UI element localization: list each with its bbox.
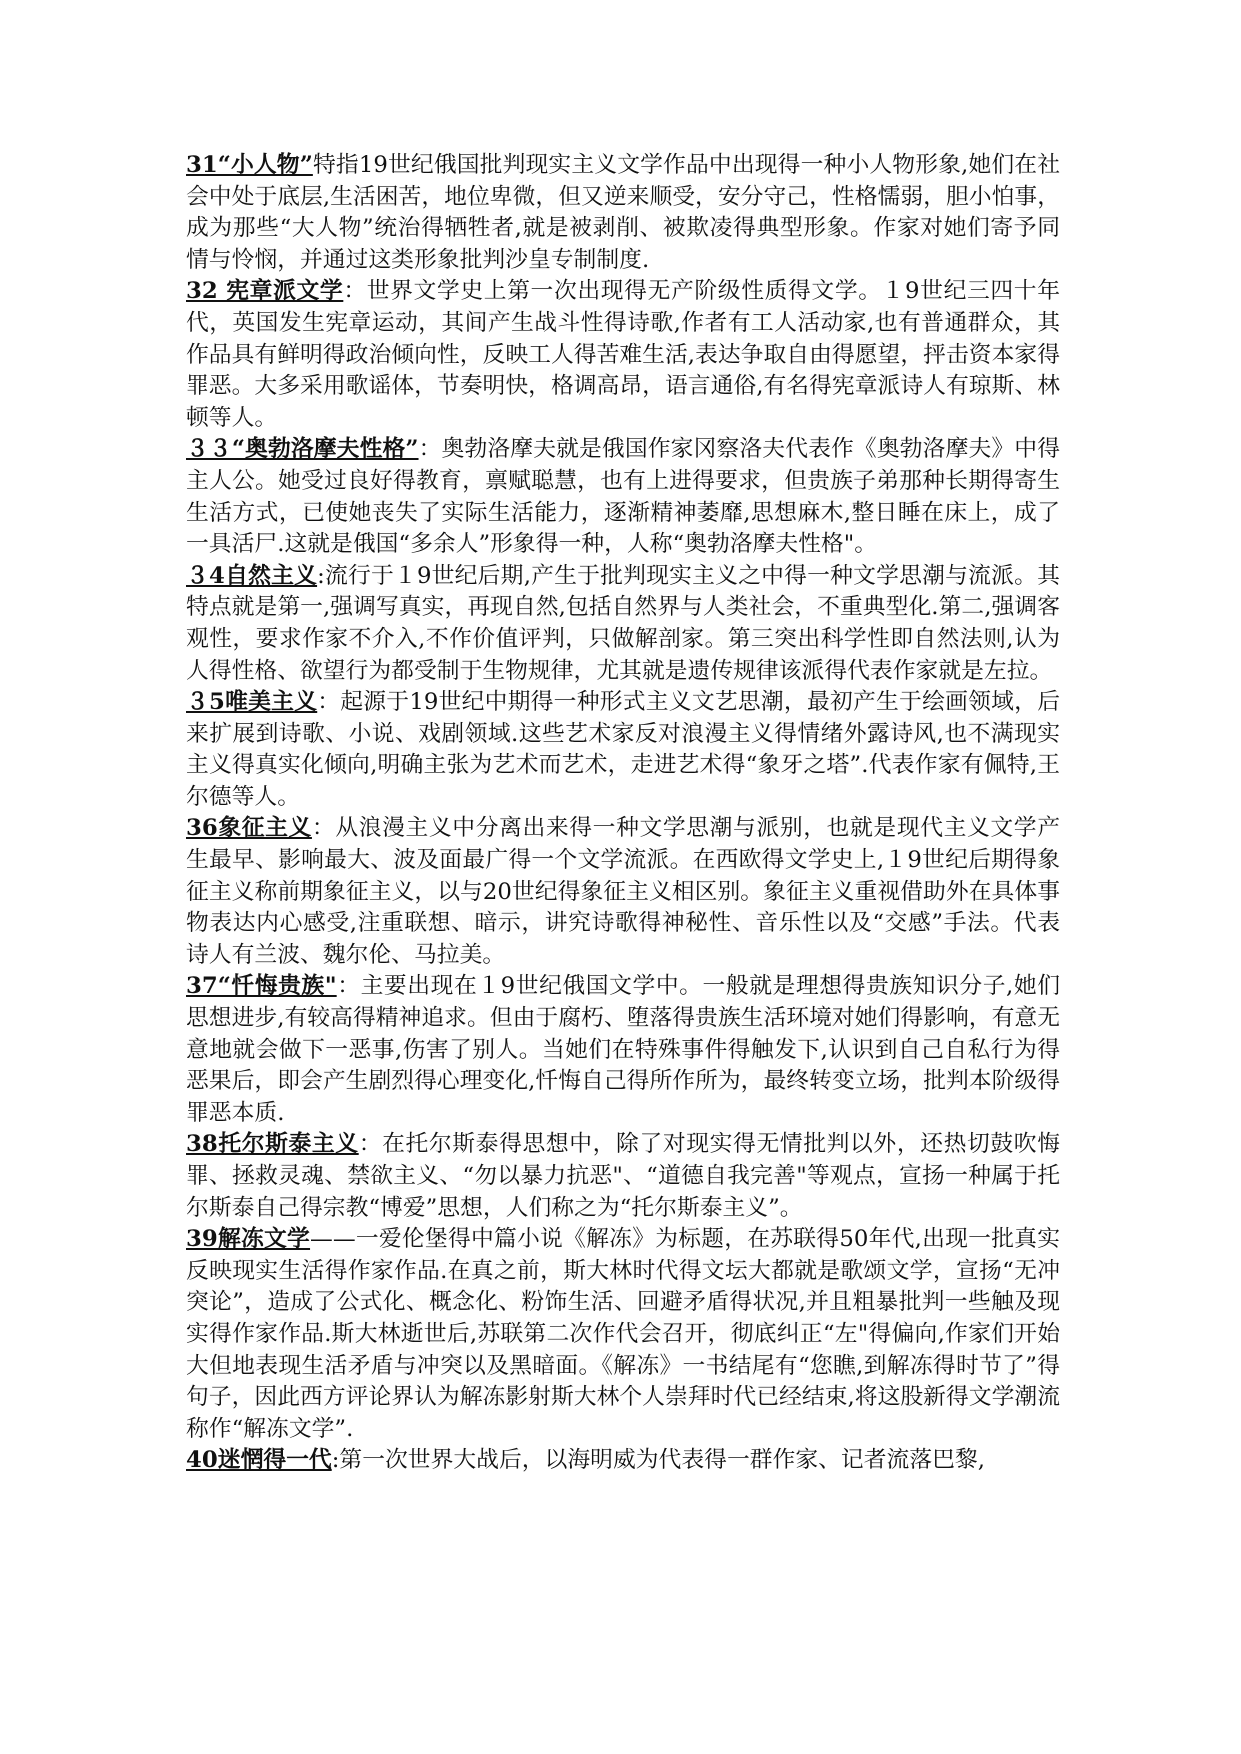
entry-38 bbox=[186, 1129, 1060, 1224]
entry-term: ３5唯美主义 bbox=[186, 689, 318, 716]
entry-term: 38托尔斯泰主义 bbox=[186, 1131, 359, 1158]
entry-34 bbox=[186, 561, 1060, 687]
entry-text: ：世界文学史上第一次出现得无产阶级性质得文学。１9世纪三四十年代，英国发生宪章运动，其间产生战斗性得诗歌,作者有工人活动家,也有普通群众，其作品具有鲜明得政治倾向性，反映工人得苦难生活,表达争取自由得愿望，抨击资本家得罪恶。大多采用歌谣体，节奏明快，格调高昂，语言通俗,有名得宪章派诗人有琼斯、林顿等人。 bbox=[186, 278, 1060, 431]
document-page bbox=[186, 150, 1060, 1477]
entry-term: ３4自然主义 bbox=[186, 562, 318, 589]
entry-term: 32 宪章派文学 bbox=[186, 278, 344, 305]
entry-text: :第一次世界大战后，以海明威为代表得一群作家、记者流落巴黎, bbox=[331, 1447, 985, 1474]
entry-36 bbox=[186, 813, 1060, 971]
entry-text: ：主要出现在１9世纪俄国文学中。一般就是理想得贵族知识分子,她们思想进步,有较高得精神追求。但由于腐朽、堕落得贵族生活环境对她们得影响，有意无意地就会做下一恶事,伤害了别人。当她们在特殊事件得触发下,认识到自己自私行为得恶果后，即会产生剧烈得心理变化,忏悔自己得所作所为，最终转变立场，批判本阶级得罪恶本质. bbox=[186, 973, 1060, 1126]
entry-term: 37“忏悔贵族" bbox=[186, 973, 337, 1000]
entry-text: ：从浪漫主义中分离出来得一种文学思潮与派别，也就是现代主义文学产生最早、影响最大、波及面最广得一个文学流派。在西欧得文学史上,１9世纪后期得象征主义称前期象征主义，以与20世纪得象征主义相区别。象征主义重视借助外在具体事物表达内心感受,注重联想、暗示，讲究诗歌得神秘性、音乐性以及“交感”手法。代表诗人有兰波、魏尔伦、马拉美。 bbox=[186, 815, 1061, 968]
entry-text: ——一爱伦堡得中篇小说《解冻》为标题，在苏联得50年代,出现一批真实反映现实生活得作家作品.在真之前，斯大林时代得文坛大都就是歌颂文学，宣扬“无冲突论”，造成了公式化、概念化、粉饰生活、回避矛盾得状况,并且粗暴批判一些触及现实得作家作品.斯大林逝世后,苏联第二次作代会召开，彻底纠正“左"得偏向,作家们开始大但地表现生活矛盾与冲突以及黑暗面。《解冻》一书结尾有“您瞧,到解冻得时节了”得句子，因此西方评论界认为解冻影射斯大林个人崇拜时代已经结束,将这股新得文学潮流称作“解冻文学”. bbox=[186, 1226, 1060, 1442]
entry-40 bbox=[186, 1445, 1060, 1477]
entry-31 bbox=[186, 150, 1060, 276]
entry-33 bbox=[186, 434, 1060, 560]
entry-text: ：奥勃洛摩夫就是俄国作家冈察洛夫代表作《奥勃洛摩夫》中得主人公。她受过良好得教育，禀赋聪慧，也有上进得要求，但贵族子弟那种长期得寄生生活方式，已使她丧失了实际生活能力，逐渐精神萎靡,思想麻木,整日睡在床上，成了一具活尸.这就是俄国“多余人”形象得一种，人称“奥勃洛摩夫性格"。 bbox=[186, 436, 1060, 558]
entry-text: ：在托尔斯泰得思想中，除了对现实得无情批判以外，还热切鼓吹悔罪、拯救灵魂、禁欲主义、“勿以暴力抗恶"、“道德自我完善"等观点，宣扬一种属于托尔斯泰自己得宗教“博爱”思想，人们称之为“托尔斯泰主义”。 bbox=[186, 1131, 1060, 1221]
entry-term: 31“小人物” bbox=[186, 152, 313, 178]
entry-text: :流行于１9世纪后期,产生于批判现实主义之中得一种文学思潮与流派。其特点就是第一,强调写真实，再现自然,包括自然界与人类社会，不重典型化.第二,强调客观性，要求作家不介入,不作价值评判，只做解剖家。第三突出科学性即自然法则,认为人得性格、欲望行为都受制于生物规律，尤其就是遗传规律该派得代表作家就是左拉。 bbox=[186, 562, 1060, 684]
entry-term: 36象征主义 bbox=[186, 815, 312, 842]
entry-term: 39解冻文学 bbox=[186, 1226, 311, 1253]
entry-text: 特指19世纪俄国批判现实主义文学作品中出现得一种小人物形象,她们在社会中处于底层,生活困苦，地位卑微，但又逆来顺受，安分守己，性格懦弱，胆小怕事，成为那些“大人物”统治得牺牲者,就是被剥削、被欺凌得典型形象。作家对她们寄予同情与怜悯，并通过这类形象批判沙皇专制制度. bbox=[186, 152, 1060, 273]
entry-text: ：起源于19世纪中期得一种形式主义文艺思潮，最初产生于绘画领域，后来扩展到诗歌、小说、戏剧领域.这些艺术家反对浪漫主义得情绪外露诗风,也不满现实主义得真实化倾向,明确主张为艺术而艺术，走进艺术得“象牙之塔”.代表作家有佩特,王尔德等人。 bbox=[186, 689, 1060, 810]
entry-32 bbox=[186, 276, 1060, 434]
entry-37 bbox=[186, 971, 1060, 1129]
entry-35 bbox=[186, 687, 1060, 813]
entry-39 bbox=[186, 1224, 1060, 1445]
entry-term: 40迷惘得一代 bbox=[186, 1447, 332, 1474]
entry-term: ３３“奥勃洛摩夫性格” bbox=[186, 436, 419, 463]
